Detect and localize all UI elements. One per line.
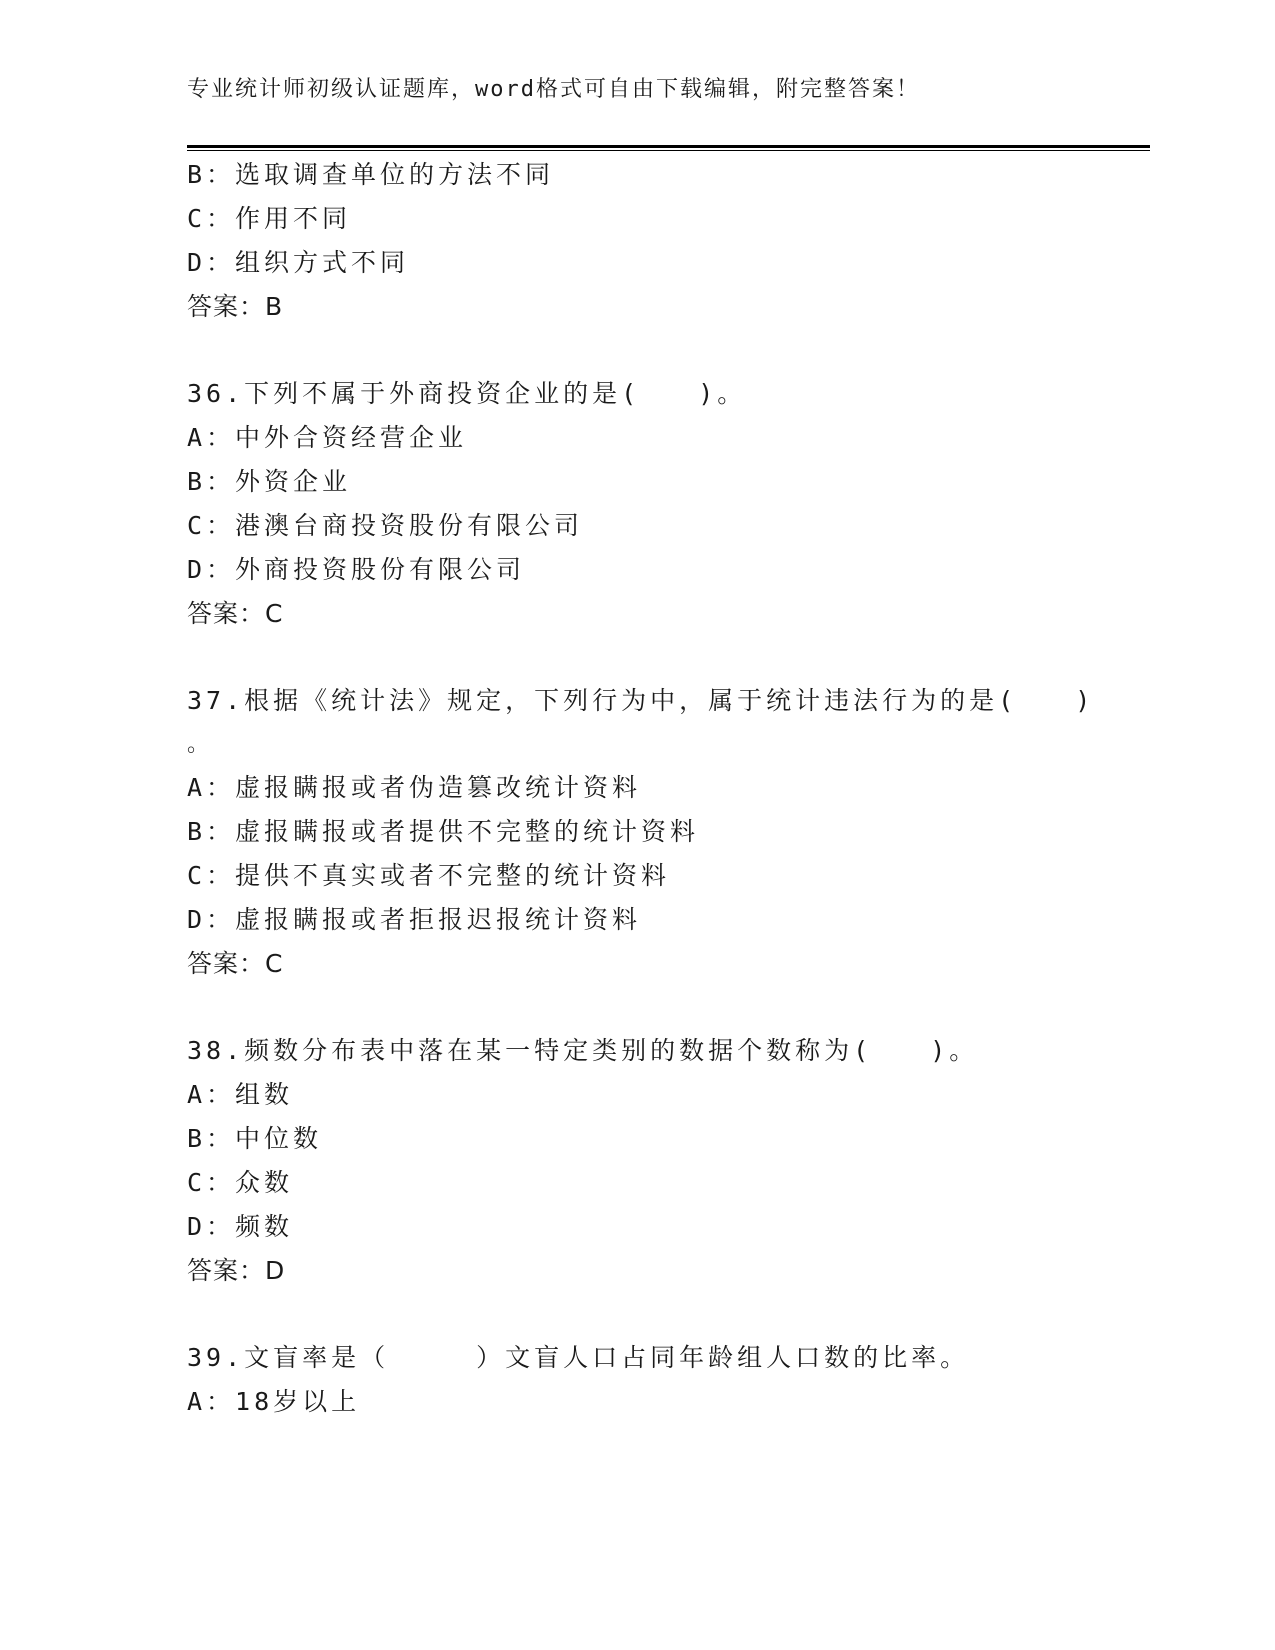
q38-answer: 答案：D <box>187 1256 286 1285</box>
q38-option-b: B：中位数 <box>187 1124 323 1153</box>
header-rule <box>187 145 1150 152</box>
header-rule-thin <box>187 150 1150 151</box>
q35-option-b: B：选取调查单位的方法不同 <box>187 160 555 189</box>
q35-answer: 答案：B <box>187 292 284 321</box>
q36-option-b: B：外资企业 <box>187 467 352 496</box>
q37-question-continuation: 。 <box>187 732 214 757</box>
q39-option-a: A：18岁以上 <box>187 1387 361 1416</box>
page-header: 专业统计师初级认证题库，word格式可自由下载编辑，附完整答案！ <box>187 77 920 102</box>
q35-option-c: C：作用不同 <box>187 204 352 233</box>
q38-question: 38.频数分布表中落在某一特定类别的数据个数称为( )。 <box>187 1036 979 1065</box>
header-rule-thick <box>187 145 1150 148</box>
q37-option-c: C：提供不真实或者不完整的统计资料 <box>187 861 671 890</box>
q35-option-d: D：组织方式不同 <box>187 248 410 277</box>
q38-option-d: D：频数 <box>187 1212 294 1241</box>
q36-option-d: D：外商投资股份有限公司 <box>187 555 526 584</box>
q37-option-b: B：虚报瞒报或者提供不完整的统计资料 <box>187 817 700 846</box>
q37-option-a: A：虚报瞒报或者伪造篡改统计资料 <box>187 773 642 802</box>
q37-question: 37.根据《统计法》规定，下列行为中，属于统计违法行为的是( ) <box>187 686 1095 715</box>
q38-option-c: C：众数 <box>187 1168 294 1197</box>
q36-option-a: A：中外合资经营企业 <box>187 423 468 452</box>
q38-option-a: A：组数 <box>187 1080 294 1109</box>
q37-answer: 答案：C <box>187 949 284 978</box>
q37-option-d: D：虚报瞒报或者拒报迟报统计资料 <box>187 905 642 934</box>
q36-answer: 答案：C <box>187 599 284 628</box>
q36-option-c: C：港澳台商投资股份有限公司 <box>187 511 584 540</box>
q39-question: 39.文盲率是（ ）文盲人口占同年龄组人口数的比率。 <box>187 1343 970 1372</box>
q36-question: 36.下列不属于外商投资企业的是( )。 <box>187 379 747 408</box>
